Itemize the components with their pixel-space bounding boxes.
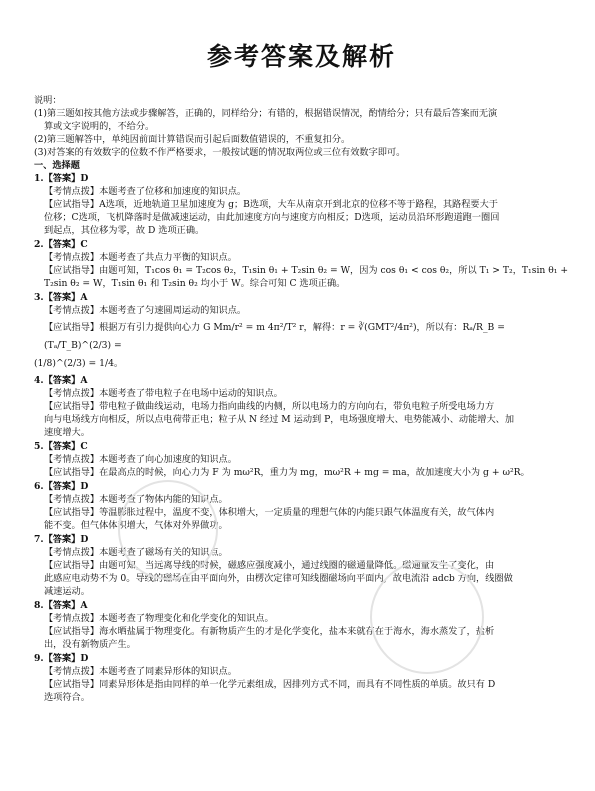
yingshi-line: 此感应电动势不为 0。导线的磁场在由平面向外，由楞次定律可知线圈磁场向平面内，故电流沿 adcb 方向，线圈做: [44, 573, 513, 584]
yingshi-line: 能不变。但气体体积增大，气体对外界做功。: [44, 520, 228, 531]
answer-line: 4.【答案】A: [34, 375, 88, 386]
question-1: [34, 172, 569, 237]
kaoqing-line: 【考情点拨】本题考查了共点力平衡的知识点。: [44, 252, 237, 263]
answer-line: 8.【答案】A: [34, 600, 88, 611]
question-9: [34, 652, 569, 704]
yingshi-line: 到起点，其位移为零，故 D 选项正确。: [44, 225, 205, 236]
notes-section: [34, 94, 569, 159]
yingshi-line: T₂sin θ₂ = W，T₁sin θ₁ 和 T₂sin θ₂ 均小于 W。综合可知 C 选项正确。: [44, 278, 346, 289]
notes-line: (3)对答案的有效数字的位数不作严格要求，一般按试题的情况取两位或三位有效数字即可。: [34, 147, 406, 158]
formula-line: 【应试指导】根据万有引力提供向心力 G Mm/r² = m 4π²/T² r，解得：r = ∛(GMT²/4π²)，所以有：Rₐ/R_B = (Tₐ/T_B)^(2/3) =: [44, 322, 505, 351]
section-heading: 一、选择题: [34, 160, 80, 171]
answer-line: 6.【答案】D: [34, 481, 89, 492]
notes-line: (2)第三题解答中，单纯因前面计算错误而引起后面数值错误的，不重复扣分。: [34, 134, 351, 145]
question-8: [34, 599, 569, 651]
kaoqing-line: 【考情点拨】本题考查了位移和加速度的知识点。: [44, 186, 247, 197]
kaoqing-line: 【考情点拨】本题考查了物理变化和化学变化的知识点。: [44, 613, 274, 624]
question-2: [34, 238, 569, 290]
yingshi-line: 出，没有新物质产生。: [44, 639, 136, 650]
notes-heading: 说明：: [34, 95, 62, 106]
yingshi-line: 【应试指导】A选项，近地轨道卫星加速度为 g；B选项，大车从南京开到北京的位移不等于路程，其路程要大于: [44, 199, 498, 210]
kaoqing-line: 【考情点拨】本题考查了同素异形体的知识点。: [44, 666, 237, 677]
yingshi-line: 【应试指导】由题可知，T₁cos θ₁ = T₂cos θ₂，T₁sin θ₁ + T₂sin θ₂ = W，因为 cos θ₁ < cos θ₂，所以 T₁ > T₂，T₁sin θ₁ +: [44, 265, 569, 276]
watermark-seal-right: [370, 560, 484, 674]
yingshi-line: 减速运动。: [44, 586, 90, 597]
yingshi-line: 速度增大。: [44, 427, 90, 438]
answer-line: 9.【答案】D: [34, 653, 89, 664]
answer-line: 3.【答案】A: [34, 292, 88, 303]
yingshi-line: 选项符合。: [44, 692, 90, 703]
notes-line: 算或文字说明的，不给分。: [44, 121, 155, 132]
answer-line: 5.【答案】C: [34, 441, 88, 452]
kaoqing-line: 【考情点拨】本题考查了向心加速度的知识点。: [44, 454, 237, 465]
yingshi-line: 【应试指导】同素异形体是指由同样的单一化学元素组成，因排列方式不同，而具有不同性质的单质。故只有 D: [44, 679, 496, 690]
answer-line: 1.【答案】D: [34, 173, 89, 184]
question-3: [34, 291, 569, 373]
yingshi-line: 【应试指导】海水晒盐属于物理变化。有新物质产生的才是化学变化，盐本来就存在于海水，海水蒸发了，盐析: [44, 626, 495, 637]
kaoqing-line: 【考情点拨】本题考查了带电粒子在电场中运动的知识点。: [44, 388, 283, 399]
yingshi-line: 【应试指导】由题可知，当远离导线的时候，磁感应强度减小，通过线圈的磁通量降低。磁通量发生了变化，由: [44, 560, 495, 571]
answer-line: 7.【答案】D: [34, 534, 89, 545]
watermark-seal-left: [118, 480, 218, 580]
yingshi-line: 【应试指导】等温膨胀过程中，温度不变，体积增大，一定质量的理想气体的内能只跟气体温度有关，故气体内: [44, 507, 495, 518]
yingshi-line: 向与电场线方向相反，所以点电荷带正电；粒子从 N 经过 M 运动到 P，电场强度增大、电势能减小、动能增大、加: [44, 414, 515, 425]
kaoqing-line: 【考情点拨】本题考查了物体内能的知识点。: [44, 494, 228, 505]
question-6: [34, 480, 569, 532]
question-5: [34, 440, 569, 479]
yingshi-line: 【应试指导】带电粒子做曲线运动，电场力指向曲线的内侧，所以电场力的方向向右，带负电粒子所受电场力方: [44, 401, 495, 412]
page-title: 参考答案及解析: [206, 42, 396, 71]
question-4: [34, 374, 569, 439]
kaoqing-line: 【考情点拨】本题考查了匀速圆周运动的知识点。: [44, 305, 247, 316]
question-7: [34, 533, 569, 598]
formula-line: (1/8)^(2/3) = 1/4。: [34, 358, 124, 369]
kaoqing-line: 【考情点拨】本题考查了磁场有关的知识点。: [44, 547, 228, 558]
answer-line: 2.【答案】C: [34, 239, 88, 250]
yingshi-line: 位移；C选项，飞机降落时是做减速运动，由此加速度方向与速度方向相反；D选项，运动员沿环形跑道跑一圈回: [44, 212, 500, 223]
notes-line: (1)第三题如按其他方法或步骤解答，正确的，同样给分；有错的，根据错误情况，酌情给分；只有最后答案而无演: [34, 108, 498, 119]
yingshi-line: 【应试指导】在最高点的时候，向心力为 F 为 mω²R，重力为 mg，mω²R + mg = ma，故加速度大小为 g + ω²R。: [44, 467, 530, 478]
